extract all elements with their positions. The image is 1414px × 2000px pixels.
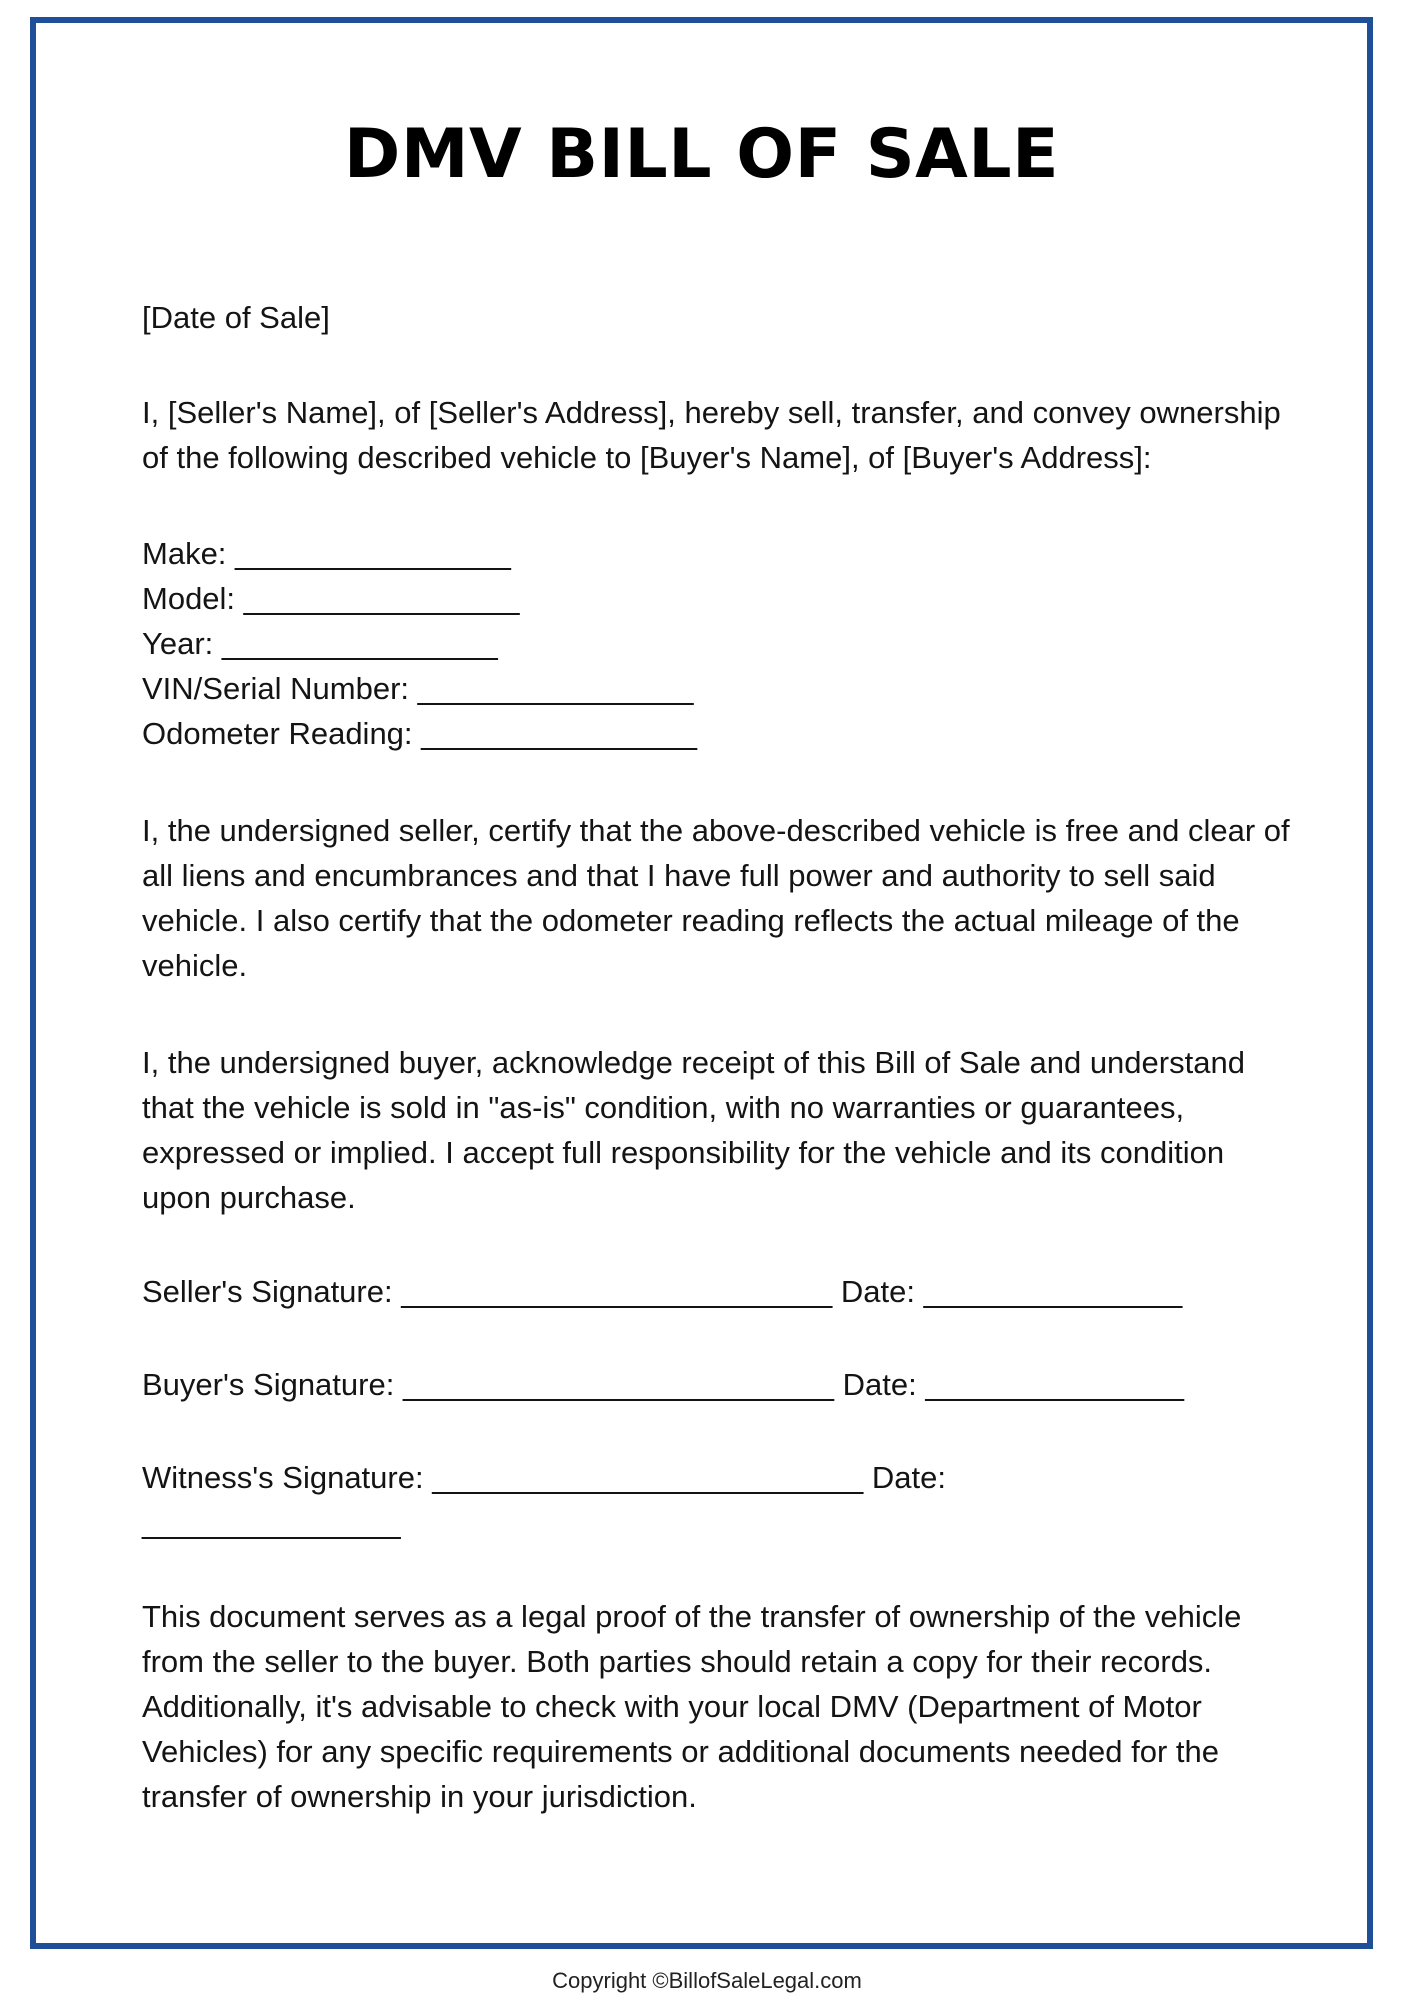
date-blank: _______________: [925, 1367, 1184, 1402]
document-title: DMV BILL OF SALE: [343, 115, 1060, 194]
signature-blank: _________________________: [402, 1367, 834, 1402]
signature-blank: _________________________: [401, 1274, 833, 1309]
signature-label: Witness's Signature:: [142, 1460, 424, 1495]
date-label: Date:: [840, 1274, 915, 1309]
field-odometer: [142, 711, 1292, 756]
field-blank: ________________: [421, 716, 698, 751]
signature-label: Buyer's Signature:: [142, 1367, 395, 1402]
closing-paragraph: This document serves as a legal proof of the transfer of ownership of the vehicle from the seller to the buyer. Both parties should retain a copy for their records. Additionally, it's advisable to check with your local DMV (Department of Motor Vehicles) for any specific requirements or additional documents needed for the transfer of ownership in your jurisdiction.: [142, 1599, 1242, 1814]
intro-paragraph: I, [Seller's Name], of [Seller's Address], hereby sell, transfer, and convey ownership of the following described vehicle to [Buyer's Name], of [Buyer's Address]:: [142, 395, 1281, 475]
field-label: Model:: [142, 581, 236, 616]
seller-signature-line: [142, 1269, 1292, 1314]
date-of-sale: [Date of Sale]: [142, 300, 330, 335]
field-blank: ________________: [235, 536, 511, 571]
signature-label: Seller's Signature:: [142, 1274, 393, 1309]
buyer-signature-line: [142, 1362, 1292, 1407]
witness-signature-line: [142, 1455, 1292, 1500]
copyright-notice: Copyright ©BillofSaleLegal.com: [552, 1968, 862, 1993]
date-blank: _______________: [923, 1274, 1183, 1309]
field-vin: [142, 666, 1292, 711]
date-label: Date:: [871, 1460, 946, 1495]
field-model: [142, 576, 1292, 621]
seller-certification: I, the undersigned seller, certify that the above-described vehicle is free and clear of all liens and encumbrances and that I have full power and authority to sell said vehicle. I also certify that the odometer reading reflects the actual mileage of the vehicle.: [142, 813, 1290, 983]
field-label: Make:: [142, 536, 227, 571]
field-year: [142, 621, 1292, 666]
vehicle-fields: [142, 531, 1292, 756]
field-label: Year:: [142, 626, 214, 661]
field-blank: ________________: [243, 581, 520, 616]
date-label: Date:: [842, 1367, 917, 1402]
signature-blank: _________________________: [432, 1460, 864, 1495]
field-make: [142, 531, 1292, 576]
field-label: Odometer Reading:: [142, 716, 413, 751]
document-body: [142, 295, 1292, 1819]
field-blank: ________________: [417, 671, 694, 706]
witness-date-blank: _______________: [142, 1505, 401, 1540]
field-blank: ________________: [221, 626, 498, 661]
field-label: VIN/Serial Number:: [142, 671, 410, 706]
buyer-acknowledgment: I, the undersigned buyer, acknowledge receipt of this Bill of Sale and understand that the vehicle is sold in "as-is" condition, with no warranties or guarantees, expressed or implied. I accept full responsibility for the vehicle and its condition upon purchase.: [142, 1045, 1245, 1215]
